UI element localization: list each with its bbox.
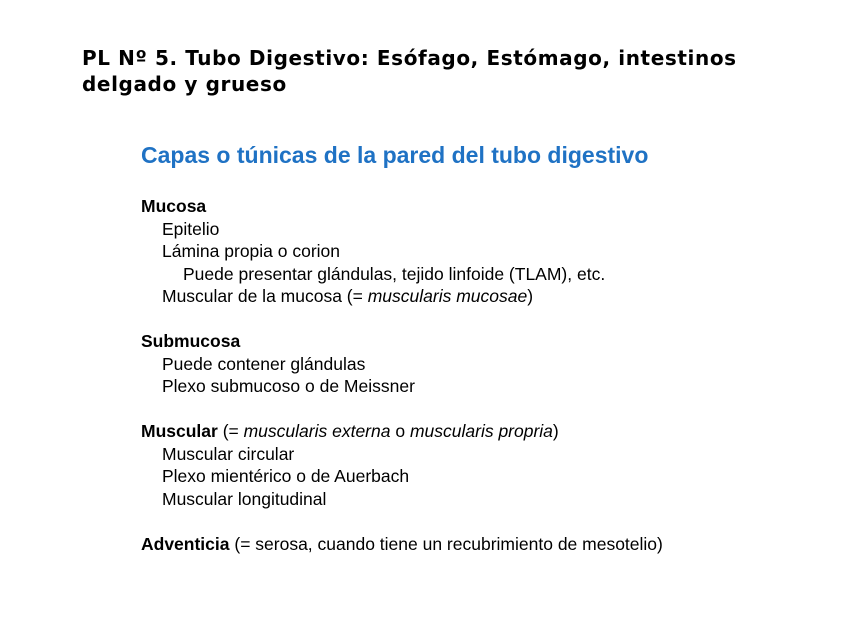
- muscular-note-middle: o: [390, 421, 410, 441]
- adventicia-note: (= serosa, cuando tiene un recubrimiento de mesotelio): [229, 533, 663, 554]
- mucosa-item-epitelio: Epitelio: [162, 218, 220, 239]
- submucosa-item-plexo: Plexo submucoso o de Meissner: [162, 376, 415, 396]
- spacer: [141, 398, 801, 421]
- layer-title-submucosa: Submucosa: [141, 331, 241, 351]
- layer-title-muscular: [141, 420, 801, 443]
- muscularis-mucosae-term: muscularis mucosae: [367, 286, 528, 306]
- layer-mucosa: [141, 195, 801, 308]
- mucosa-item-muscular-mucosa: [141, 285, 801, 308]
- mucosa-item-lamina-propia: Lámina propia o corion: [162, 241, 341, 261]
- section-heading: Capas o túnicas de la pared del tubo digestivo: [141, 142, 649, 168]
- layer-muscular: [141, 420, 801, 510]
- muscular-item-plexo: Plexo mientérico o de Auerbach: [162, 466, 410, 486]
- muscular-item-longitudinal: Muscular longitudinal: [162, 488, 327, 509]
- muscular-mucosa-prefix: Muscular de la mucosa (=: [162, 286, 368, 306]
- muscular-mucosa-suffix: ): [527, 286, 534, 306]
- slide-content: [141, 140, 801, 555]
- layer-title-mucosa: Mucosa: [141, 196, 207, 216]
- muscularis-externa-term: muscularis externa: [243, 421, 391, 441]
- layer-adventicia: [141, 533, 801, 556]
- muscularis-propria-term: muscularis propria: [409, 421, 553, 441]
- muscular-note-prefix: (=: [217, 421, 244, 441]
- layer-title-adventicia: [141, 533, 801, 556]
- adventicia-label: Adventicia: [141, 533, 230, 554]
- mucosa-item-lamina-detail: Puede presentar glándulas, tejido linfoide (TLAM), etc.: [183, 263, 606, 284]
- muscular-label: Muscular: [141, 421, 218, 441]
- spacer: [141, 510, 801, 533]
- layer-submucosa: [141, 330, 801, 398]
- muscular-item-circular: Muscular circular: [162, 443, 295, 464]
- spacer: [141, 308, 801, 331]
- muscular-note-suffix: ): [552, 421, 559, 441]
- page-title: PL Nº 5. Tubo Digestivo: Esófago, Estómago, intestinos delgado y grueso: [82, 46, 737, 96]
- submucosa-item-glandulas: Puede contener glándulas: [162, 353, 366, 374]
